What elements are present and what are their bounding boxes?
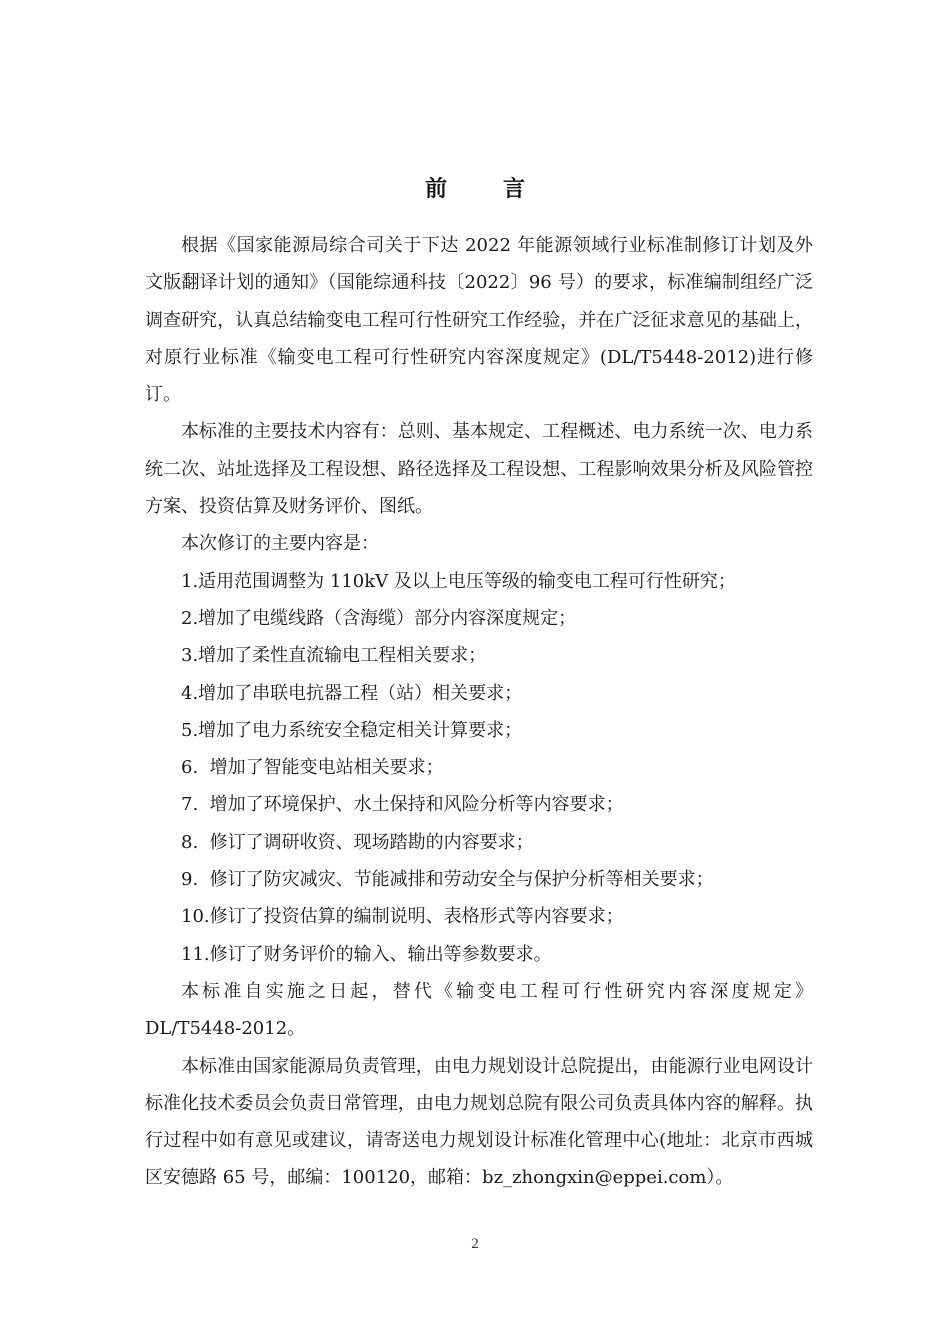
paragraph-replacement: 本标准自实施之日起，替代《输变电工程可行性研究内容深度规定》DL/T5448-2012。 [145,980,813,1040]
title-char-1: 前 [424,177,447,202]
title-char-2: 言 [503,177,526,202]
revision-item-6: 6. 增加了智能变电站相关要求； [181,757,444,779]
paragraph-revision-intro: 本次修订的主要内容是： [181,533,379,555]
page-title [0,172,950,203]
revision-item-8: 8. 修订了调研收资、现场踏勘的内容要求； [181,831,534,853]
revision-item-7: 7. 增加了环境保护、水土保持和风险分析等内容要求； [181,794,624,816]
revision-item-9: 9. 修订了防灾减灾、节能减排和劳动安全与保护分析等相关要求； [181,869,714,891]
revision-item-1: 1.适用范围调整为 110kV 及以上电压等级的输变电工程可行性研究； [181,570,736,592]
page-number: 2 [471,1236,479,1252]
document-body [145,227,813,1197]
paragraph-basis: 根据《国家能源局综合司关于下达 2022 年能源领域行业标准制修订计划及外文版翻译计划的通知》（国能综通科技〔2022〕96 号）的要求，标准编制组经广泛调查研究，认真总结输变电工程可行性研究工作经验，并在广泛征求意见的基础上，对原行业标准《输变电工程可行性研究内容深度规定》(DL/T5448-2012)进行修订。 [145,235,813,406]
paragraph-main-content: 本标准的主要技术内容有：总则、基本规定、工程概述、电力系统一次、电力系统二次、站址选择及工程设想、路径选择及工程设想、工程影响效果分析及风险管控方案、投资估算及财务评价、图纸。 [145,421,813,518]
paragraph-management: 本标准由国家能源局负责管理，由电力规划设计总院提出，由能源行业电网设计标准化技术委员会负责日常管理，由电力规划总院有限公司负责具体内容的解释。执行过程中如有意见或建议，请寄送电力规划设计标准化管理中心(地址：北京市西城区安德路 65 号，邮编：100120，邮箱：bz_zhongxin@eppei.com）。 [145,1055,813,1189]
revision-item-10: 10.修订了投资估算的编制说明、表格形式等内容要求； [181,906,624,928]
revision-item-11: 11.修订了财务评价的输入、输出等参数要求。 [181,943,552,965]
revision-item-4: 4.增加了串联电抗器工程（站）相关要求； [181,682,523,704]
revision-item-2: 2.增加了电缆线路（含海缆）部分内容深度规定； [181,607,577,629]
revision-item-5: 5.增加了电力系统安全稳定相关计算要求； [181,719,523,741]
revision-item-3: 3.增加了柔性直流输电工程相关要求； [181,645,487,667]
